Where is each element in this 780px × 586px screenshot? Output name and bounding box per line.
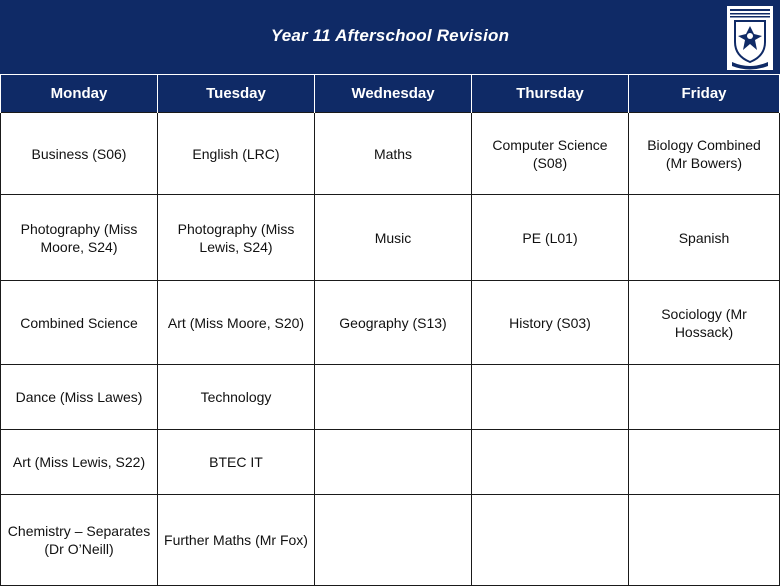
session-cell: Music: [315, 195, 472, 281]
session-cell: [629, 365, 780, 430]
header-banner: [0, 0, 780, 75]
session-cell: [315, 495, 472, 586]
session-cell: Further Maths (Mr Fox): [158, 495, 315, 586]
day-header-tuesday: Tuesday: [158, 75, 315, 113]
session-cell: Maths: [315, 113, 472, 195]
day-header-monday: Monday: [1, 75, 158, 113]
day-header-thursday: Thursday: [472, 75, 629, 113]
table-row: [1, 495, 780, 586]
session-cell: Combined Science: [1, 281, 158, 365]
session-cell: Business (S06): [1, 113, 158, 195]
table-row: [1, 365, 780, 430]
session-cell: Geography (S13): [315, 281, 472, 365]
day-header-row: [1, 75, 780, 113]
table-row: [1, 281, 780, 365]
session-cell: Sociology (Mr Hossack): [629, 281, 780, 365]
session-cell: [315, 430, 472, 495]
session-cell: [315, 365, 472, 430]
session-cell: Art (Miss Moore, S20): [158, 281, 315, 365]
school-crest-icon: [727, 6, 773, 70]
session-cell: Computer Science (S08): [472, 113, 629, 195]
table-row: [1, 113, 780, 195]
session-cell: [472, 430, 629, 495]
session-cell: Chemistry – Separates (Dr O’Neill): [1, 495, 158, 586]
session-cell: [629, 430, 780, 495]
table-row: [1, 195, 780, 281]
session-cell: PE (L01): [472, 195, 629, 281]
table-row: [1, 430, 780, 495]
revision-timetable: [0, 75, 780, 586]
session-cell: [472, 495, 629, 586]
day-header-friday: Friday: [629, 75, 780, 113]
session-cell: History (S03): [472, 281, 629, 365]
session-cell: [472, 365, 629, 430]
page-title: Year 11 Afterschool Revision: [270, 26, 510, 45]
session-cell: [629, 495, 780, 586]
session-cell: English (LRC): [158, 113, 315, 195]
session-cell: Art (Miss Lewis, S22): [1, 430, 158, 495]
session-cell: Biology Combined (Mr Bowers): [629, 113, 780, 195]
session-cell: Dance (Miss Lawes): [1, 365, 158, 430]
session-cell: Spanish: [629, 195, 780, 281]
session-cell: Photography (Miss Lewis, S24): [158, 195, 315, 281]
session-cell: BTEC IT: [158, 430, 315, 495]
day-header-wednesday: Wednesday: [315, 75, 472, 113]
session-cell: Technology: [158, 365, 315, 430]
session-cell: Photography (Miss Moore, S24): [1, 195, 158, 281]
